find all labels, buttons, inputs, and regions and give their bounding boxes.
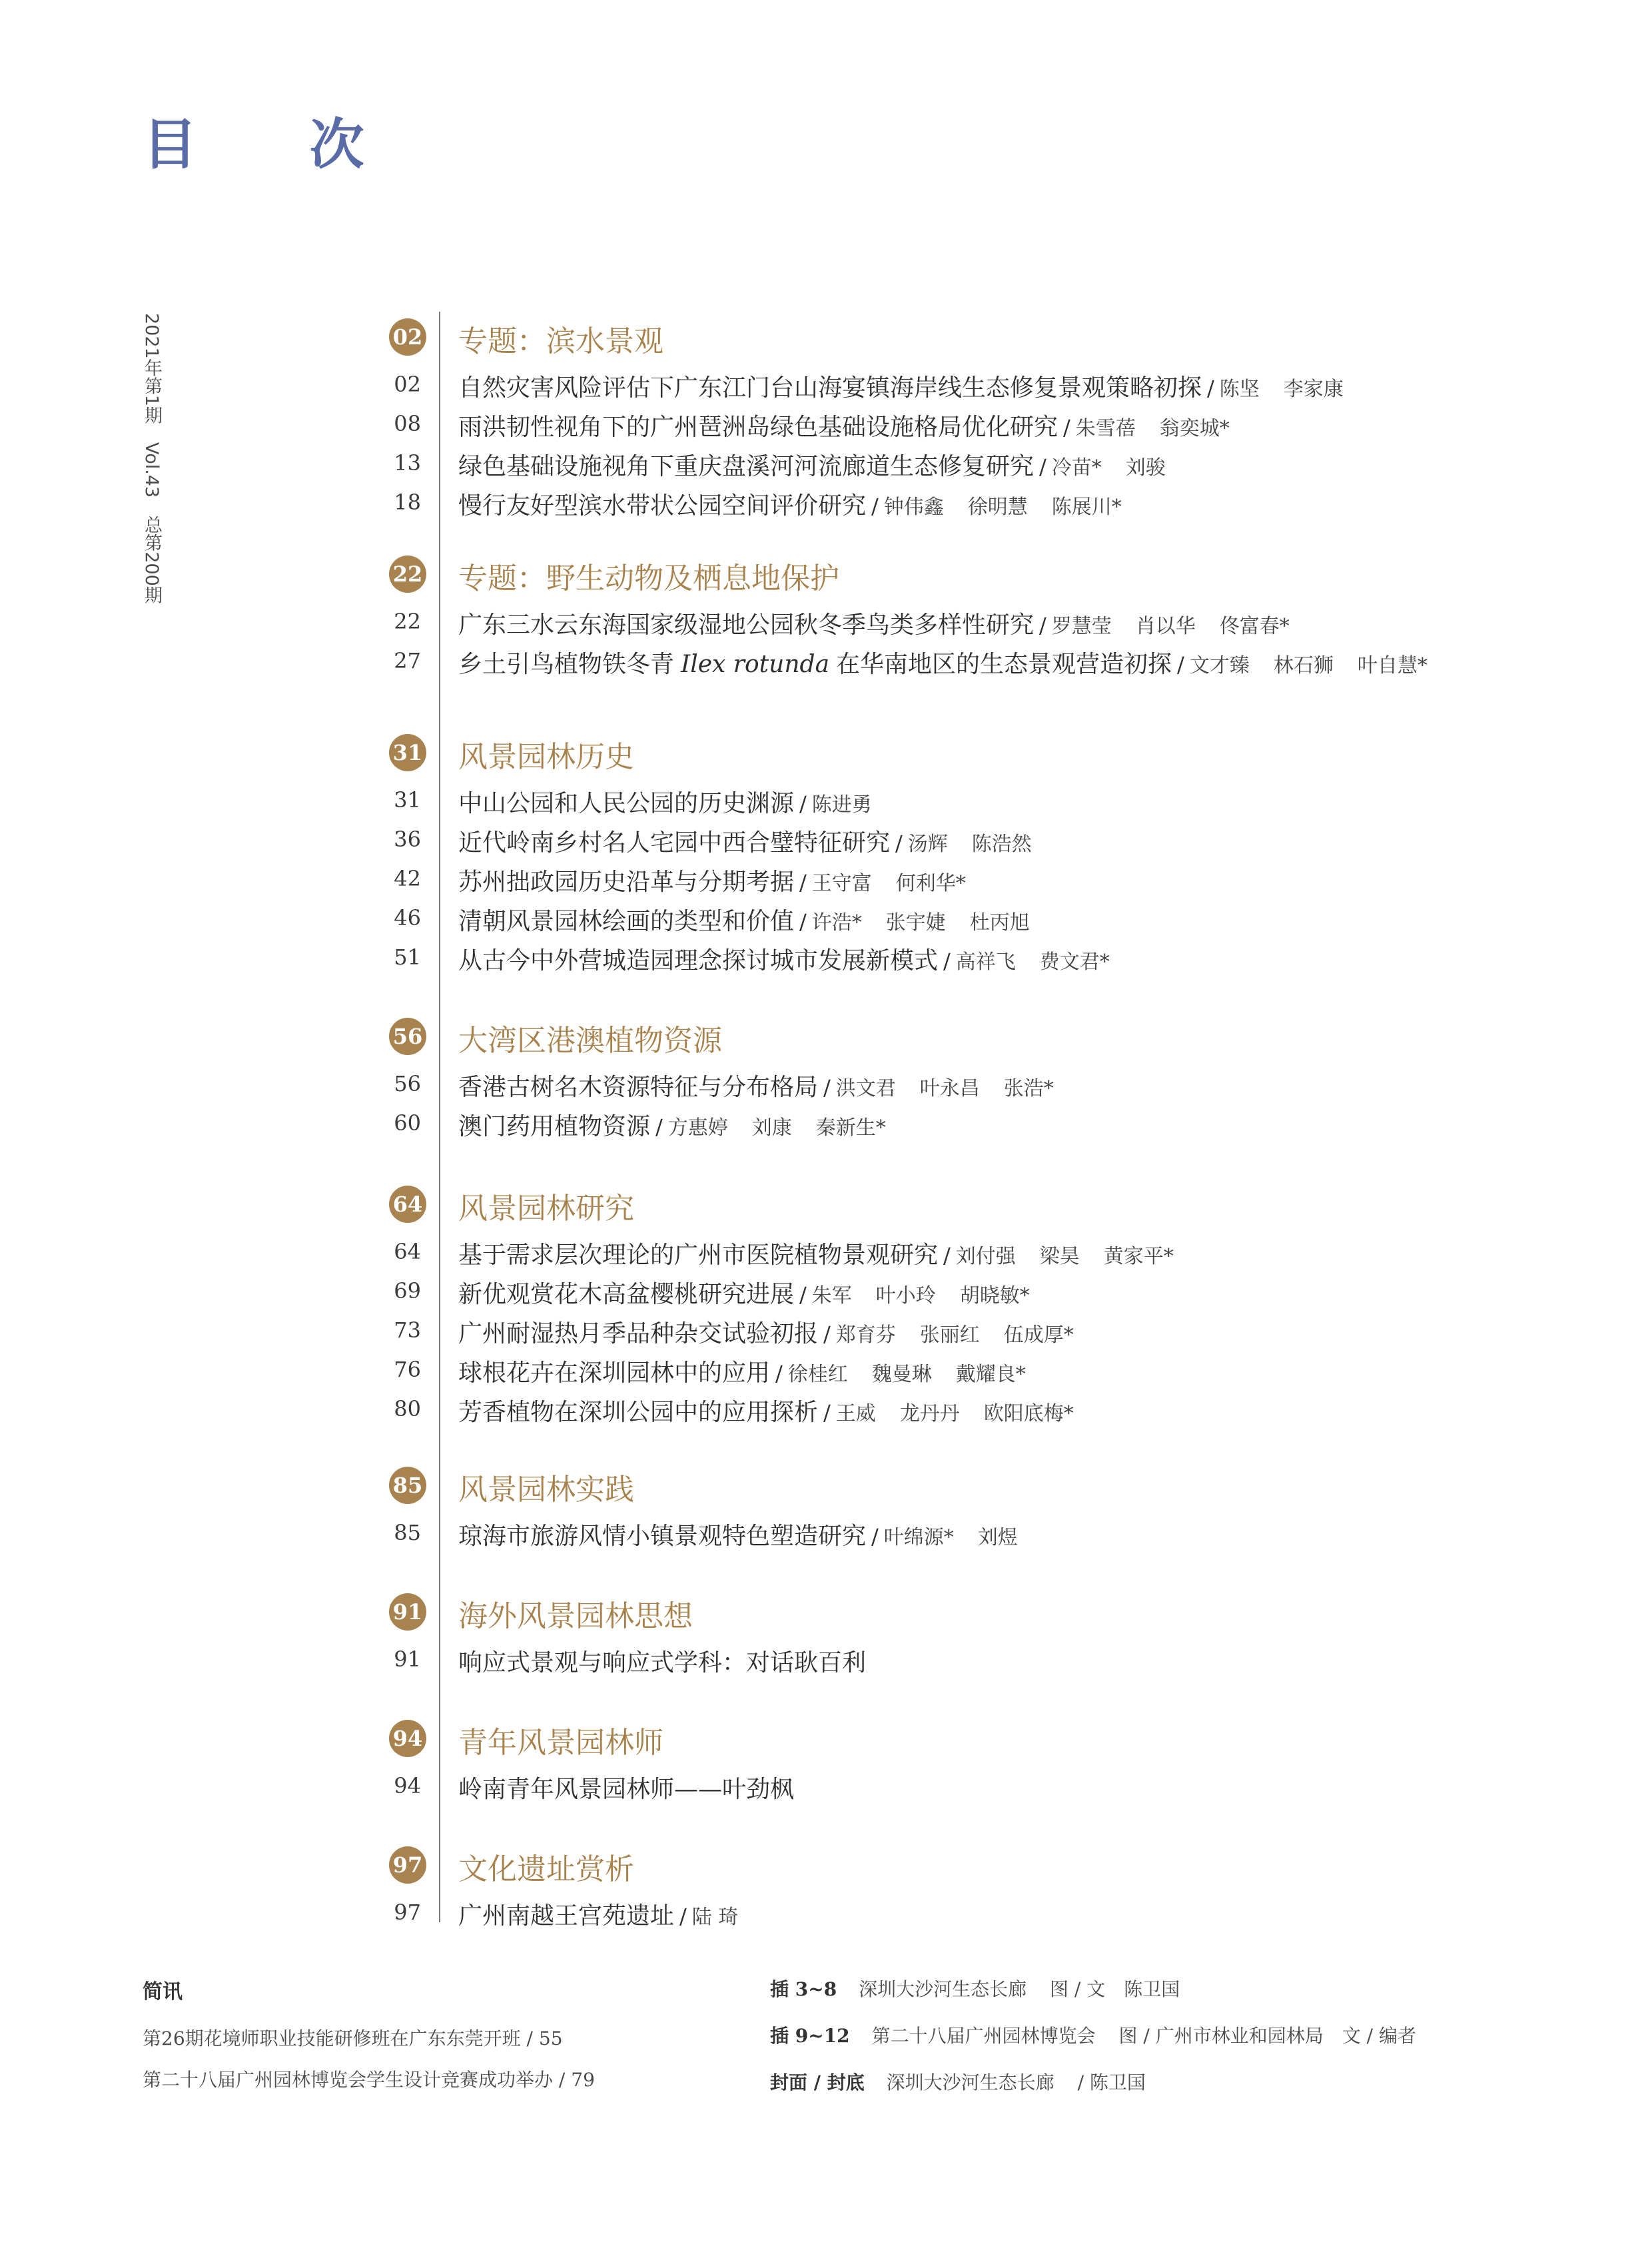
section-title: 青年风景园林师	[458, 1726, 663, 1760]
toc-entry[interactable]	[0, 781, 1652, 818]
entry-authors	[884, 496, 1146, 519]
entry-title: 乡土引鸟植物铁冬青	[458, 651, 675, 678]
entry-text	[458, 448, 1190, 482]
author-name: 朱军	[811, 1284, 852, 1308]
author-name: 胡晓敏*	[959, 1284, 1030, 1308]
entry-title: 响应式景观与响应式学科：对话耿百利	[458, 1649, 867, 1677]
toc-entry[interactable]	[0, 938, 1652, 975]
entry-authors	[884, 1526, 1042, 1549]
insert-title: 第二十八届广州园林博览会	[871, 2025, 1096, 2047]
author-name: 罗慧莹	[1051, 615, 1112, 638]
toc-entry[interactable]	[0, 602, 1652, 639]
entry-title: 苏州拙政园历史沿革与分期考据	[458, 869, 795, 896]
author-name: 张宇婕	[885, 911, 946, 934]
author-name: 费文君*	[1039, 950, 1110, 974]
news-brief-text: 第二十八届广州园林博览会学生设计竞赛成功举办	[143, 2069, 554, 2091]
toc-entry[interactable]	[0, 1640, 1652, 1677]
author-name: 陈坚	[1219, 378, 1260, 401]
author-separator: /	[1039, 454, 1046, 480]
entry-title: 中山公园和人民公园的历史渊源	[458, 790, 795, 817]
entry-text	[458, 1897, 762, 1931]
author-name: 黄家平*	[1103, 1245, 1174, 1268]
entry-text	[458, 1315, 1098, 1349]
news-brief-heading: 简讯	[143, 1980, 183, 2004]
author-name: 刘康	[751, 1116, 792, 1140]
author-name: 朱雪蓓	[1075, 417, 1136, 440]
entry-authors	[836, 1402, 1098, 1425]
entry-authors	[1052, 615, 1314, 638]
toc-entry[interactable]	[0, 859, 1652, 897]
insert-credit: / 陈卫国	[1077, 2071, 1146, 2093]
toc-entry[interactable]	[0, 1232, 1652, 1270]
entry-text	[458, 1644, 866, 1678]
entry-page-number: 94	[394, 1773, 421, 1798]
author-name: 王守富	[811, 872, 872, 895]
section-header[interactable]	[0, 1588, 1652, 1631]
entry-page-number: 85	[394, 1520, 421, 1545]
section-title: 专题：野生动物及栖息地保护	[458, 561, 839, 595]
entry-title: 绿色基础设施视角下重庆盘溪河河流廊道生态修复研究	[458, 453, 1034, 480]
insert-credit: 图 / 文 陈卫国	[1050, 1978, 1180, 2000]
author-separator: /	[823, 1321, 831, 1347]
author-name: 李家康	[1283, 378, 1344, 401]
entry-page-number: 76	[394, 1357, 421, 1382]
author-separator: /	[943, 1243, 951, 1268]
entry-page-number: 46	[394, 905, 421, 931]
news-brief-text: 第26期花境师职业技能研修班在广东东莞开班	[143, 2028, 521, 2050]
insert-title: 深圳大沙河生态长廊	[886, 2071, 1054, 2093]
section-page-badge: 94	[389, 1720, 426, 1757]
entry-text	[458, 1354, 1050, 1388]
toc-entry[interactable]	[0, 365, 1652, 402]
author-name: 梁昊	[1039, 1245, 1080, 1268]
section-header[interactable]	[0, 1012, 1652, 1058]
author-name: 郑育芬	[835, 1323, 896, 1347]
entry-authors	[956, 950, 1134, 974]
toc-entry[interactable]	[0, 1893, 1652, 1930]
author-separator: /	[655, 1114, 663, 1140]
section-title: 海外风景园林思想	[458, 1599, 693, 1633]
author-separator: /	[871, 494, 879, 519]
entry-title: 自然灾害风险评估下广东江门台山海宴镇海岸线生态修复景观策略初探	[458, 374, 1202, 402]
toc-entry[interactable]	[0, 820, 1652, 857]
author-separator: /	[1063, 415, 1070, 440]
entry-title: 芳香植物在深圳公园中的应用探析	[458, 1399, 819, 1426]
entry-text	[458, 863, 990, 897]
author-name: 张浩*	[1003, 1077, 1054, 1100]
entry-authors	[788, 1363, 1050, 1386]
author-name: 洪文君	[835, 1077, 896, 1100]
author-name: 钟伟鑫	[883, 496, 944, 519]
author-name: 许浩*	[811, 911, 862, 934]
entry-text	[458, 1517, 1042, 1551]
entry-text	[458, 1068, 1078, 1102]
page-title: 目 次	[143, 113, 411, 177]
section-title: 风景园林历史	[458, 740, 634, 774]
entry-authors	[1220, 378, 1368, 401]
insert-item[interactable]	[770, 2022, 1503, 2048]
section-page-badge: 91	[389, 1593, 426, 1631]
toc-entry[interactable]	[0, 444, 1652, 481]
entry-authors	[812, 1284, 1054, 1308]
author-name: 欧阳底梅*	[983, 1402, 1074, 1425]
entry-title: 清朝风景园林绘画的类型和价值	[458, 908, 795, 935]
entry-page-number: 18	[394, 490, 421, 515]
entry-authors	[956, 1245, 1198, 1268]
author-separator: /	[1177, 652, 1184, 677]
author-name: 刘煜	[977, 1526, 1018, 1549]
entry-title: 广州耐湿热月季品种杂交试验初报	[458, 1320, 819, 1347]
entry-text	[458, 942, 1134, 976]
entry-page-number: 91	[394, 1647, 421, 1672]
entry-page-number: 97	[394, 1900, 421, 1925]
section-title: 风景园林实践	[458, 1473, 634, 1507]
entry-title: 球根花卉在深圳园林中的应用	[458, 1359, 771, 1387]
author-name: 刘骏	[1125, 456, 1166, 480]
entry-authors	[1052, 456, 1190, 480]
entry-title: 在华南地区的生态景观营造初探	[836, 651, 1172, 678]
section-header[interactable]	[0, 1714, 1652, 1760]
author-name: 叶永昌	[919, 1077, 980, 1100]
toc-entry[interactable]	[0, 483, 1652, 520]
insert-label: 插 9~12	[770, 2025, 850, 2047]
author-separator: /	[799, 870, 807, 895]
toc-entry[interactable]	[0, 1766, 1652, 1804]
insert-label: 封面 / 封底	[770, 2071, 865, 2093]
author-name: 徐桂红	[787, 1363, 848, 1386]
entry-text	[458, 1236, 1198, 1270]
entry-authors	[836, 1323, 1098, 1347]
entry-text	[458, 645, 1451, 679]
issue-info: 2021年第1期 Vol.43 总第200期	[141, 313, 162, 604]
section-header[interactable]	[0, 550, 1652, 593]
section-header[interactable]	[0, 1461, 1652, 1507]
entry-text	[458, 903, 1054, 936]
author-separator: /	[823, 1400, 831, 1425]
author-name: 陈进勇	[811, 793, 872, 817]
entry-authors	[1076, 417, 1254, 440]
entry-title: 广州南越王宫苑遗址	[458, 1902, 675, 1930]
toc-entry[interactable]	[0, 404, 1652, 442]
entry-page-number: 27	[394, 648, 421, 673]
entry-page-number: 56	[394, 1071, 421, 1096]
entry-title: 雨洪韧性视角下的广州琶洲岛绿色基础设施格局优化研究	[458, 414, 1058, 441]
insert-label: 插 3~8	[770, 1978, 837, 2000]
author-name: 叶绵源*	[883, 1526, 954, 1549]
insert-item[interactable]	[770, 1975, 1503, 2002]
author-separator: /	[895, 831, 903, 856]
author-name: 张丽红	[919, 1323, 980, 1347]
toc-entry[interactable]	[0, 1350, 1652, 1387]
insert-credit: 图 / 广州市林业和园林局 文 / 编者	[1118, 2025, 1416, 2047]
entry-authors	[812, 911, 1054, 934]
entry-text	[458, 1108, 910, 1142]
entry-page-number: 64	[394, 1239, 421, 1264]
entry-title: 澳门药用植物资源	[458, 1113, 651, 1140]
author-name: 林石狮	[1273, 654, 1334, 677]
author-separator: /	[799, 1282, 807, 1308]
toc-entry[interactable]	[0, 1064, 1652, 1102]
author-name: 陆 琦	[691, 1906, 739, 1929]
entry-title: 琼海市旅游风情小镇景观特色塑造研究	[458, 1523, 867, 1550]
entry-authors	[668, 1116, 910, 1140]
toc-entry[interactable]	[0, 1513, 1652, 1551]
entry-title: 慢行友好型滨水带状公园空间评价研究	[458, 492, 867, 520]
toc-entry[interactable]	[0, 899, 1652, 936]
entry-page-number: 73	[394, 1317, 421, 1343]
entry-text	[458, 1770, 794, 1804]
entry-authors	[812, 793, 896, 817]
author-name: 肖以华	[1135, 615, 1196, 638]
news-brief-item[interactable]	[143, 2024, 742, 2051]
entry-page-number: 60	[394, 1110, 421, 1136]
author-name: 高祥飞	[955, 950, 1016, 974]
author-name: 冷苗*	[1051, 456, 1102, 480]
entry-title: 近代岭南乡村名人宅园中西合璧特征研究	[458, 829, 891, 857]
toc-entry[interactable]	[0, 1272, 1652, 1309]
section-header[interactable]	[0, 1180, 1652, 1226]
entry-title: 从古今中外营城造园理念探讨城市发展新模式	[458, 947, 939, 974]
entry-page-number: 51	[394, 944, 421, 970]
entry-page-number: 36	[394, 827, 421, 852]
section-page-badge: 85	[389, 1467, 426, 1504]
news-brief-item[interactable]	[143, 2065, 742, 2092]
entry-text	[458, 487, 1146, 521]
author-name: 汤辉	[907, 833, 948, 856]
author-name: 龙丹丹	[899, 1402, 960, 1425]
entry-title: 岭南青年风景园林师——叶劲枫	[458, 1776, 795, 1803]
entry-page-number: 69	[394, 1278, 421, 1304]
author-name: 方惠婷	[667, 1116, 728, 1140]
entry-authors	[692, 1906, 763, 1929]
author-name: 王威	[835, 1402, 876, 1425]
author-name: 徐明慧	[967, 496, 1028, 519]
author-name: 叶自慧*	[1357, 654, 1428, 677]
author-name: 佟富春*	[1219, 615, 1290, 638]
section-page-badge: 02	[389, 318, 426, 356]
section-page-badge: 97	[389, 1846, 426, 1884]
entry-text	[458, 606, 1314, 640]
author-name: 戴耀良*	[955, 1363, 1026, 1386]
section-page-badge: 22	[389, 556, 426, 593]
section-title: 文化遗址赏析	[458, 1852, 634, 1886]
entry-authors	[1190, 654, 1451, 677]
author-separator: /	[943, 948, 951, 974]
section-page-badge: 31	[389, 734, 426, 771]
section-header[interactable]	[0, 313, 1652, 356]
author-separator: /	[799, 909, 807, 934]
author-name: 秦新生*	[815, 1116, 886, 1140]
entry-authors	[908, 833, 1056, 856]
author-name: 文才臻	[1189, 654, 1250, 677]
entry-title: 基于需求层次理论的广州市医院植物景观研究	[458, 1242, 939, 1269]
toc-entry[interactable]	[0, 1104, 1652, 1141]
section-title: 大湾区港澳植物资源	[458, 1024, 722, 1058]
toc-entry[interactable]	[0, 1311, 1652, 1348]
toc-entry[interactable]	[0, 641, 1652, 679]
author-separator: /	[823, 1075, 831, 1100]
author-name: 魏曼琳	[871, 1363, 932, 1386]
entry-text	[458, 1393, 1098, 1427]
entry-authors	[812, 872, 990, 895]
entry-page-number: 02	[394, 372, 421, 397]
author-separator: /	[871, 1524, 879, 1549]
author-separator: /	[775, 1361, 783, 1386]
author-name: 翁奕城*	[1159, 417, 1230, 440]
entry-title: 新优观赏花木高盆樱桃研究进展	[458, 1281, 795, 1308]
entry-page-number: 22	[394, 609, 421, 634]
author-name: 伍成厚*	[1003, 1323, 1074, 1347]
section-header[interactable]	[0, 1841, 1652, 1884]
entry-authors	[836, 1077, 1078, 1100]
author-separator: /	[799, 791, 807, 817]
author-name: 叶小玲	[875, 1284, 936, 1308]
entry-title-latin: Ilex rotunda	[681, 651, 830, 678]
author-name: 何利华*	[895, 872, 966, 895]
entry-text	[458, 785, 896, 819]
toc-entry[interactable]	[0, 1389, 1652, 1427]
author-separator: /	[1039, 613, 1046, 638]
news-brief-page: / 55	[526, 2028, 563, 2050]
entry-page-number: 80	[394, 1396, 421, 1421]
author-name: 陈浩然	[971, 833, 1032, 856]
entry-page-number: 13	[394, 450, 421, 476]
entry-page-number: 31	[394, 787, 421, 813]
entry-text	[458, 408, 1254, 442]
inserts-list	[770, 1975, 1503, 2115]
section-header[interactable]	[0, 729, 1652, 774]
entry-title: 香港古树名木资源特征与分布格局	[458, 1074, 819, 1101]
author-name: 杜丙旭	[969, 911, 1030, 934]
entry-text	[458, 824, 1056, 858]
insert-item[interactable]	[770, 2068, 1503, 2095]
section-title: 风景园林研究	[458, 1192, 634, 1226]
entry-page-number: 42	[394, 866, 421, 891]
author-separator: /	[679, 1904, 687, 1929]
section-page-badge: 64	[389, 1186, 426, 1223]
entry-text	[458, 1276, 1054, 1309]
insert-title: 深圳大沙河生态长廊	[859, 1978, 1027, 2000]
author-separator: /	[1207, 376, 1214, 401]
author-name: 陈展川*	[1051, 496, 1122, 519]
entry-page-number: 08	[394, 411, 421, 436]
author-name: 刘付强	[955, 1245, 1016, 1268]
section-page-badge: 56	[389, 1018, 426, 1055]
news-brief-page: / 79	[558, 2069, 595, 2091]
section-title: 专题：滨水景观	[458, 324, 663, 358]
entry-text	[458, 369, 1368, 403]
entry-title: 广东三水云东海国家级湿地公园秋冬季鸟类多样性研究	[458, 611, 1034, 639]
news-brief	[143, 1975, 742, 2107]
